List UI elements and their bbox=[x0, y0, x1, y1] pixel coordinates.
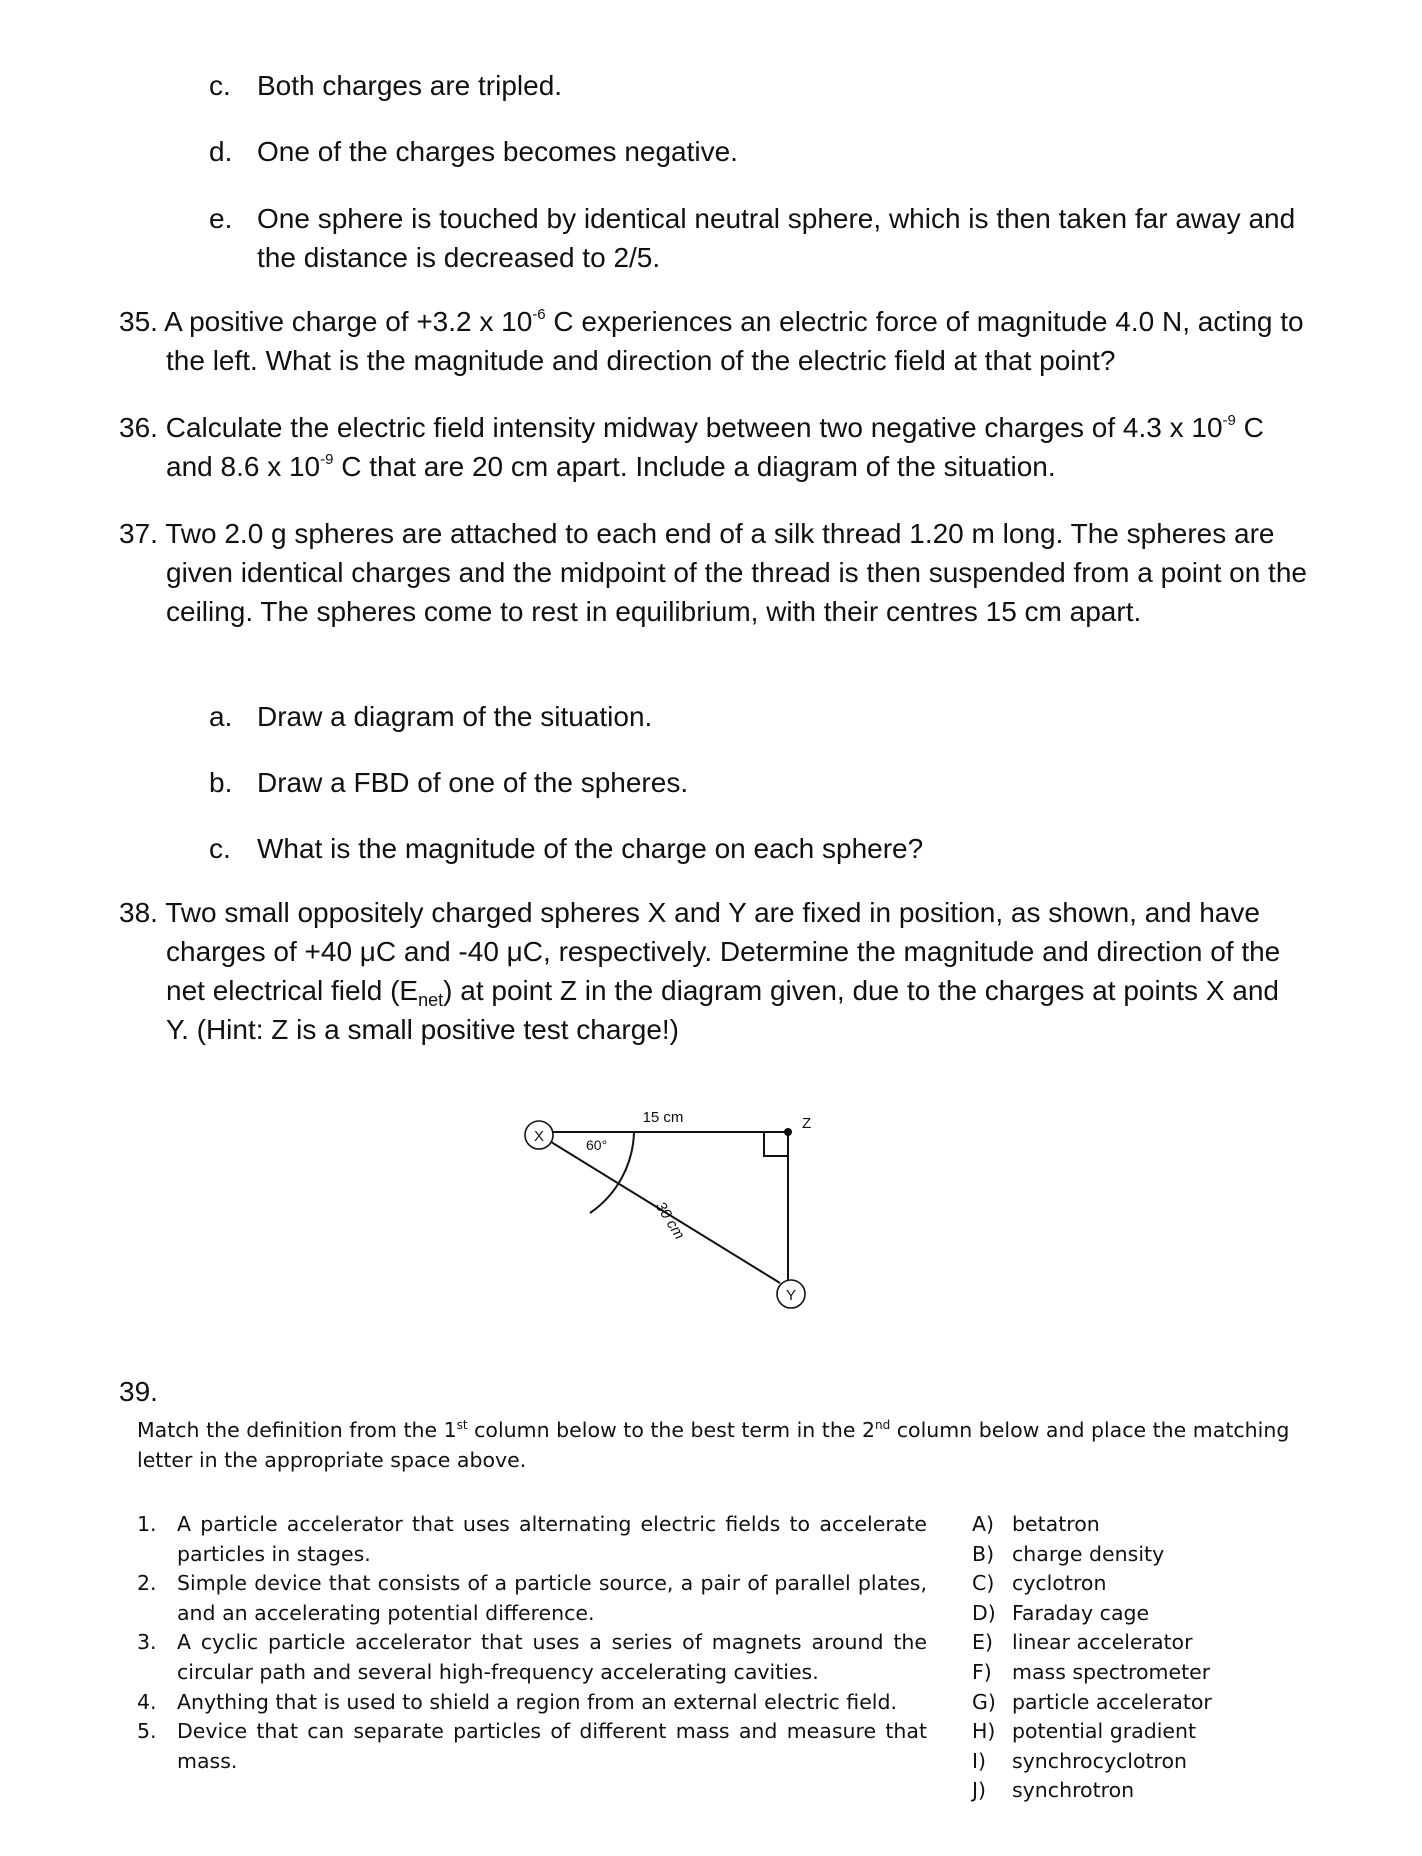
term-item bbox=[972, 1688, 1272, 1718]
part-text: Draw a diagram of the situation. bbox=[257, 701, 653, 732]
question-text bbox=[119, 893, 1309, 1049]
term-letter: H) bbox=[972, 1719, 996, 1744]
q35-text-a: A positive charge of +3.2 x 10 bbox=[164, 306, 533, 337]
matching-instructions bbox=[137, 1415, 1337, 1475]
terms-list bbox=[972, 1510, 1272, 1806]
definition-text: A particle accelerator that uses alternating electric fields to accelerate particles in stages. bbox=[177, 1512, 927, 1566]
definition-number: 4. bbox=[137, 1689, 157, 1714]
charge-triangle-diagram bbox=[518, 1100, 818, 1320]
q36-text-b: C and 8.6 x 10 bbox=[166, 412, 1264, 482]
term-text: synchrotron bbox=[1012, 1778, 1135, 1803]
hypotenuse-distance-label: 30 cm bbox=[651, 1198, 688, 1243]
definition-number: 1. bbox=[137, 1512, 157, 1536]
term-letter: E) bbox=[972, 1630, 993, 1655]
question-38 bbox=[119, 893, 1309, 1049]
instr-text-b: column below to the best term in the 2 bbox=[467, 1418, 876, 1442]
term-text: linear accelerator bbox=[1012, 1630, 1193, 1655]
part-text: What is the magnitude of the charge on each sphere? bbox=[257, 833, 924, 864]
term-letter: J) bbox=[972, 1778, 987, 1803]
definition-number: 3. bbox=[137, 1630, 157, 1655]
term-text: particle accelerator bbox=[1012, 1689, 1212, 1714]
instr-sup-b: nd bbox=[875, 1418, 891, 1432]
q38-subscript: net bbox=[418, 990, 444, 1010]
question-number: 37. bbox=[119, 518, 158, 549]
term-text: betatron bbox=[1012, 1512, 1100, 1536]
term-item bbox=[972, 1776, 1272, 1806]
question-number: 35. bbox=[119, 306, 158, 337]
term-text: cyclotron bbox=[1012, 1571, 1107, 1596]
q36-text-c: C that are 20 cm apart. Include a diagram of the situation. bbox=[333, 451, 1056, 482]
term-letter: F) bbox=[972, 1659, 992, 1684]
part-text: Draw a FBD of one of the spheres. bbox=[257, 767, 689, 798]
part-letter: d. bbox=[209, 136, 233, 167]
definition-item bbox=[137, 1628, 927, 1687]
definition-item bbox=[137, 1569, 927, 1628]
part-text: Both charges are tripled. bbox=[257, 70, 563, 101]
definition-text: Device that can separate particles of different mass and measure that mass. bbox=[177, 1719, 927, 1773]
definition-text: A cyclic particle accelerator that uses a series of magnets around the circular path and several high-frequency accelerating cavities. bbox=[177, 1630, 927, 1684]
question-39-number: 39. bbox=[119, 1376, 158, 1407]
definition-item bbox=[137, 1717, 927, 1776]
part-text: One of the charges becomes negative. bbox=[257, 136, 738, 167]
term-item bbox=[972, 1510, 1272, 1540]
point-z-dot bbox=[784, 1128, 792, 1136]
question-number: 36. bbox=[119, 412, 158, 443]
instr-text-a: Match the definition from the 1 bbox=[137, 1418, 457, 1442]
term-letter: A) bbox=[972, 1512, 995, 1536]
term-item bbox=[972, 1569, 1272, 1599]
definition-item bbox=[137, 1688, 927, 1718]
term-text: synchrocyclotron bbox=[1012, 1748, 1188, 1773]
term-item bbox=[972, 1628, 1272, 1658]
q35-text-b: C experiences an electric force of magnitude 4.0 N, acting to the left. What is the magnitude and direction of the electric field at that point? bbox=[166, 306, 1304, 376]
term-text: Faraday cage bbox=[1012, 1600, 1150, 1625]
term-item bbox=[972, 1540, 1272, 1570]
term-text: charge density bbox=[1012, 1541, 1165, 1566]
q36-exponent-2: -9 bbox=[320, 451, 334, 468]
question-text bbox=[119, 408, 1309, 486]
question-35 bbox=[119, 302, 1309, 380]
definition-text: Simple device that consists of a particle source, a pair of parallel plates, and an accelerating potential difference. bbox=[177, 1571, 927, 1625]
part-letter: b. bbox=[209, 767, 233, 798]
term-letter: I) bbox=[972, 1748, 987, 1773]
term-item bbox=[972, 1747, 1272, 1777]
label-y: Y bbox=[785, 1287, 797, 1304]
definitions-list bbox=[137, 1510, 927, 1776]
part-letter: c. bbox=[209, 833, 231, 864]
q36-exponent-1: -9 bbox=[1222, 412, 1236, 429]
q36-text-a: Calculate the electric field intensity midway between two negative charges of 4.3 x 10 bbox=[165, 412, 1223, 443]
q38-text-a: Two small oppositely charged spheres X and Y are fixed in position, as shown, and have charges of +40 μC and -40 μC, respectively. Determine the magnitude and direction of the net electrical field (E bbox=[165, 897, 1281, 1006]
term-letter: G) bbox=[972, 1689, 996, 1714]
definition-text: Anything that is used to shield a region from an external electric field. bbox=[177, 1689, 898, 1714]
term-text: potential gradient bbox=[1012, 1719, 1197, 1744]
triangle-svg bbox=[518, 1100, 818, 1320]
term-item bbox=[972, 1717, 1272, 1747]
instr-sup-a: st bbox=[456, 1418, 468, 1432]
part-letter: e. bbox=[209, 203, 233, 234]
term-item bbox=[972, 1599, 1272, 1629]
definition-number: 2. bbox=[137, 1571, 157, 1596]
term-letter: D) bbox=[972, 1600, 996, 1625]
definition-number: 5. bbox=[137, 1719, 157, 1744]
horizontal-distance-label: 15 cm bbox=[642, 1109, 684, 1126]
right-angle-marker bbox=[764, 1132, 788, 1156]
part-letter: c. bbox=[209, 70, 231, 101]
question-number: 38. bbox=[119, 897, 158, 928]
instr-text-c: column below and place the matching letter in the appropriate space above. bbox=[137, 1418, 1290, 1472]
term-letter: C) bbox=[972, 1571, 995, 1596]
term-item bbox=[972, 1658, 1272, 1688]
label-z: Z bbox=[802, 1115, 812, 1132]
part-text: One sphere is touched by identical neutral sphere, which is then taken far away and the distance is decreased to 2/5. bbox=[257, 203, 1296, 273]
question-37 bbox=[119, 514, 1309, 631]
question-text bbox=[119, 302, 1309, 380]
definition-item bbox=[137, 1510, 927, 1569]
term-text: mass spectrometer bbox=[1012, 1659, 1211, 1684]
q38-text-b: ) at point Z in the diagram given, due to the charges at points X and Y. (Hint: Z is a small positive test charge!) bbox=[166, 975, 1279, 1045]
q35-exponent: -6 bbox=[532, 306, 546, 323]
label-x: X bbox=[533, 1128, 545, 1145]
question-text bbox=[119, 514, 1309, 631]
angle-label: 60° bbox=[586, 1137, 608, 1153]
q37-text: Two 2.0 g spheres are attached to each end of a silk thread 1.20 m long. The spheres are given identical charges and the midpoint of the thread is then suspended from a point on the ceiling. The spheres come to rest in equilibrium, with their centres 15 cm apart. bbox=[165, 518, 1307, 627]
question-36 bbox=[119, 408, 1309, 486]
term-letter: B) bbox=[972, 1541, 995, 1566]
part-letter: a. bbox=[209, 701, 233, 732]
